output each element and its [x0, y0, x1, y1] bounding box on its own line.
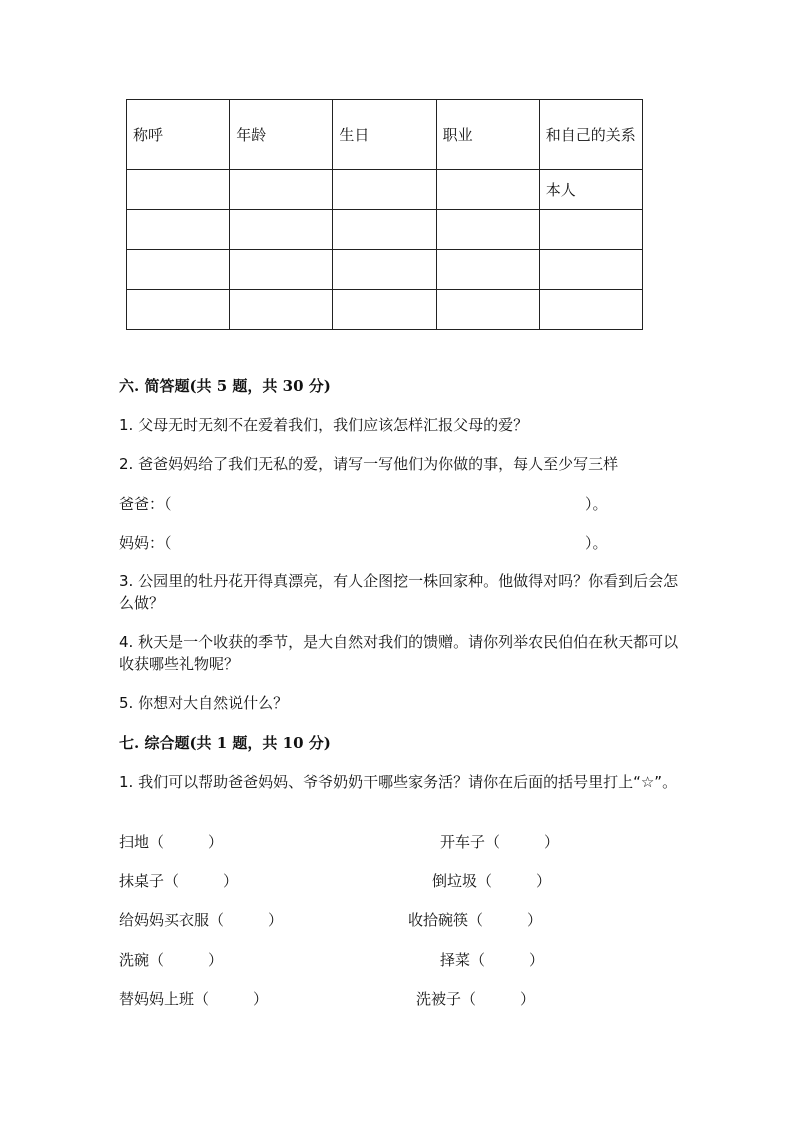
fill-close-paren: ）。 [585, 534, 608, 552]
chore-item[interactable] [119, 871, 238, 891]
chore-label: 择菜 [440, 951, 471, 969]
fill-close-paren: ）。 [585, 495, 608, 513]
chore-item[interactable] [119, 950, 223, 970]
close-paren: ） [268, 911, 284, 929]
chore-label: 替妈妈上班 [119, 990, 195, 1008]
table-row [127, 290, 643, 330]
open-paren: （ [164, 872, 180, 890]
open-paren: （ [194, 990, 210, 1008]
chore-label: 倒垃圾 [432, 872, 478, 890]
table-row [127, 250, 643, 290]
chore-label: 抹桌子 [119, 872, 165, 890]
chore-item[interactable] [119, 832, 223, 852]
table-header-cell: 和自己的关系 [539, 100, 642, 170]
section-6-title: 六. 简答题(共 5 题，共 30 分) [119, 377, 331, 395]
fill-label-mom: 妈妈：（ [119, 534, 172, 552]
chore-item[interactable] [440, 950, 544, 970]
close-paren: ） [208, 951, 224, 969]
close-paren: ） [208, 833, 224, 851]
table-cell[interactable] [539, 290, 642, 330]
table-cell[interactable] [436, 210, 539, 250]
table-cell[interactable] [230, 210, 333, 250]
close-paren: ） [544, 833, 560, 851]
chore-item[interactable] [440, 832, 559, 852]
table-cell[interactable] [333, 290, 436, 330]
chore-item[interactable] [416, 989, 535, 1009]
table-cell: 本人 [539, 170, 642, 210]
chore-item[interactable] [432, 871, 551, 891]
open-paren: （ [468, 911, 484, 929]
fill-label-dad: 爸爸：（ [119, 495, 172, 513]
table-cell[interactable] [539, 250, 642, 290]
table-row [127, 210, 643, 250]
table-cell[interactable] [230, 170, 333, 210]
family-info-table [126, 99, 643, 330]
close-paren: ） [253, 990, 269, 1008]
table-cell[interactable] [230, 250, 333, 290]
fill-line-mom[interactable] [119, 533, 608, 553]
table-cell[interactable] [436, 250, 539, 290]
table-header-cell: 生日 [333, 100, 436, 170]
chore-label: 洗碗 [119, 951, 150, 969]
table-cell[interactable] [127, 290, 230, 330]
open-paren: （ [477, 872, 493, 890]
open-paren: （ [149, 951, 165, 969]
chore-label: 给妈妈买衣服 [119, 911, 210, 929]
close-paren: ） [536, 872, 552, 890]
fill-line-dad[interactable] [119, 494, 608, 514]
table-cell[interactable] [333, 170, 436, 210]
question-6-4: 4. 秋天是一个收获的季节，是大自然对我们的馈赠。请你列举农民伯伯在秋天都可以收获哪些礼物呢？ [119, 633, 679, 673]
chore-label: 扫地 [119, 833, 150, 851]
table-cell[interactable] [539, 210, 642, 250]
chore-label: 收拾碗筷 [408, 911, 469, 929]
table-header-row [127, 100, 643, 170]
question-7-1: 1. 我们可以帮助爸爸妈妈、爷爷奶奶干哪些家务活？请你在后面的括号里打上“☆”。 [119, 773, 678, 791]
table-cell[interactable] [230, 290, 333, 330]
question-6-1: 1. 父母无时无刻不在爱着我们，我们应该怎样汇报父母的爱？ [119, 416, 529, 434]
question-6-2: 2. 爸爸妈妈给了我们无私的爱，请写一写他们为你做的事，每人至少写三样 [119, 455, 619, 473]
open-paren: （ [461, 990, 477, 1008]
section-7-title: 七. 综合题(共 1 题，共 10 分) [119, 734, 331, 752]
table-cell[interactable] [127, 210, 230, 250]
table-cell[interactable] [436, 170, 539, 210]
chore-item[interactable] [408, 910, 542, 930]
open-paren: （ [209, 911, 225, 929]
close-paren: ） [529, 951, 545, 969]
table-cell[interactable] [333, 210, 436, 250]
chore-label: 洗被子 [416, 990, 462, 1008]
table-cell[interactable] [333, 250, 436, 290]
question-6-5: 5. 你想对大自然说什么？ [119, 694, 289, 712]
table-row [127, 170, 643, 210]
table-cell[interactable] [127, 170, 230, 210]
close-paren: ） [527, 911, 543, 929]
table-cell[interactable] [127, 250, 230, 290]
chore-item[interactable] [119, 910, 283, 930]
chore-item[interactable] [119, 989, 268, 1009]
table-header-cell: 称呼 [127, 100, 230, 170]
close-paren: ） [520, 990, 536, 1008]
close-paren: ） [223, 872, 239, 890]
table-header-cell: 年龄 [230, 100, 333, 170]
table-header-cell: 职业 [436, 100, 539, 170]
open-paren: （ [149, 833, 165, 851]
open-paren: （ [470, 951, 486, 969]
table-cell[interactable] [436, 290, 539, 330]
question-6-3: 3. 公园里的牡丹花开得真漂亮，有人企图挖一株回家种。他做得对吗？你看到后会怎么做？ [119, 572, 679, 612]
chore-label: 开车子 [440, 833, 486, 851]
open-paren: （ [485, 833, 501, 851]
